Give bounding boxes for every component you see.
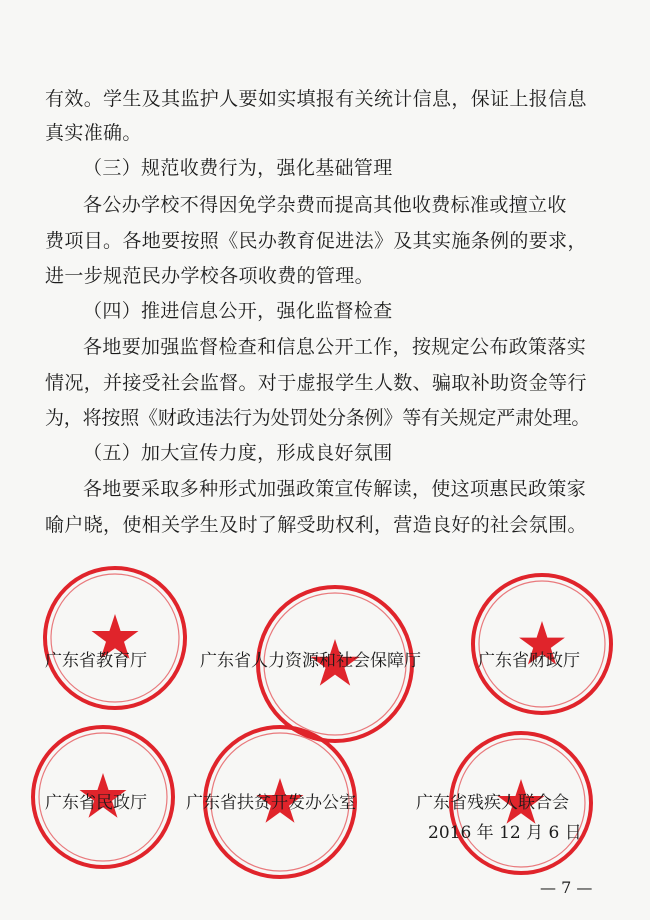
body-line-2: 真实准确。 [45, 122, 142, 144]
body-line-1: 有效。学生及其监护人要如实填报有关统计信息，保证上报信息 [45, 88, 587, 110]
body-line-10: 为，将按照《财政违法行为处罚处分条例》等有关规定严肃处理。 [45, 407, 591, 429]
body-line-8: 各地要加强监督检查和信息公开工作，按规定公布政策落实 [83, 336, 587, 358]
body-line-6: 进一步规范民办学校各项收费的管理。 [45, 265, 374, 287]
page-number: — 7 — [540, 878, 593, 897]
body-line-13: 喻户晓，使相关学生及时了解受助权利，营造良好的社会氛围。 [45, 514, 587, 536]
body-line-5: 费项目。各地要按照《民办教育促进法》及其实施条例的要求， [45, 230, 587, 252]
signatory-civil-affairs: 广东省民政厅 [45, 793, 147, 813]
signatory-hrss: 广东省人力资源和社会保障厅 [200, 651, 421, 671]
body-line-9: 情况，并接受社会监督。对于虚报学生人数、骗取补助资金等行 [45, 372, 587, 394]
document-date: 2016 年 12 月 6 日 [428, 823, 582, 843]
signatory-education: 广东省教育厅 [45, 651, 147, 671]
signatory-poverty-office: 广东省扶贫开发办公室 [186, 793, 356, 813]
finance-dept-seal [468, 570, 616, 718]
section-heading-5: （五）加大宣传力度，形成良好氛围 [83, 442, 393, 464]
signatory-disabled-federation: 广东省残疾人联合会 [416, 793, 569, 813]
signatory-finance: 广东省财政厅 [478, 651, 580, 671]
section-heading-4: （四）推进信息公开，强化监督检查 [83, 300, 393, 322]
body-line-4: 各公办学校不得因免学杂费而提高其他收费标准或擅立收 [83, 194, 567, 216]
section-heading-3: （三）规范收费行为，强化基础管理 [83, 157, 393, 179]
education-dept-seal [40, 563, 190, 713]
body-line-12: 各地要采取多种形式加强政策宣传解读，使这项惠民政策家 [83, 478, 587, 500]
